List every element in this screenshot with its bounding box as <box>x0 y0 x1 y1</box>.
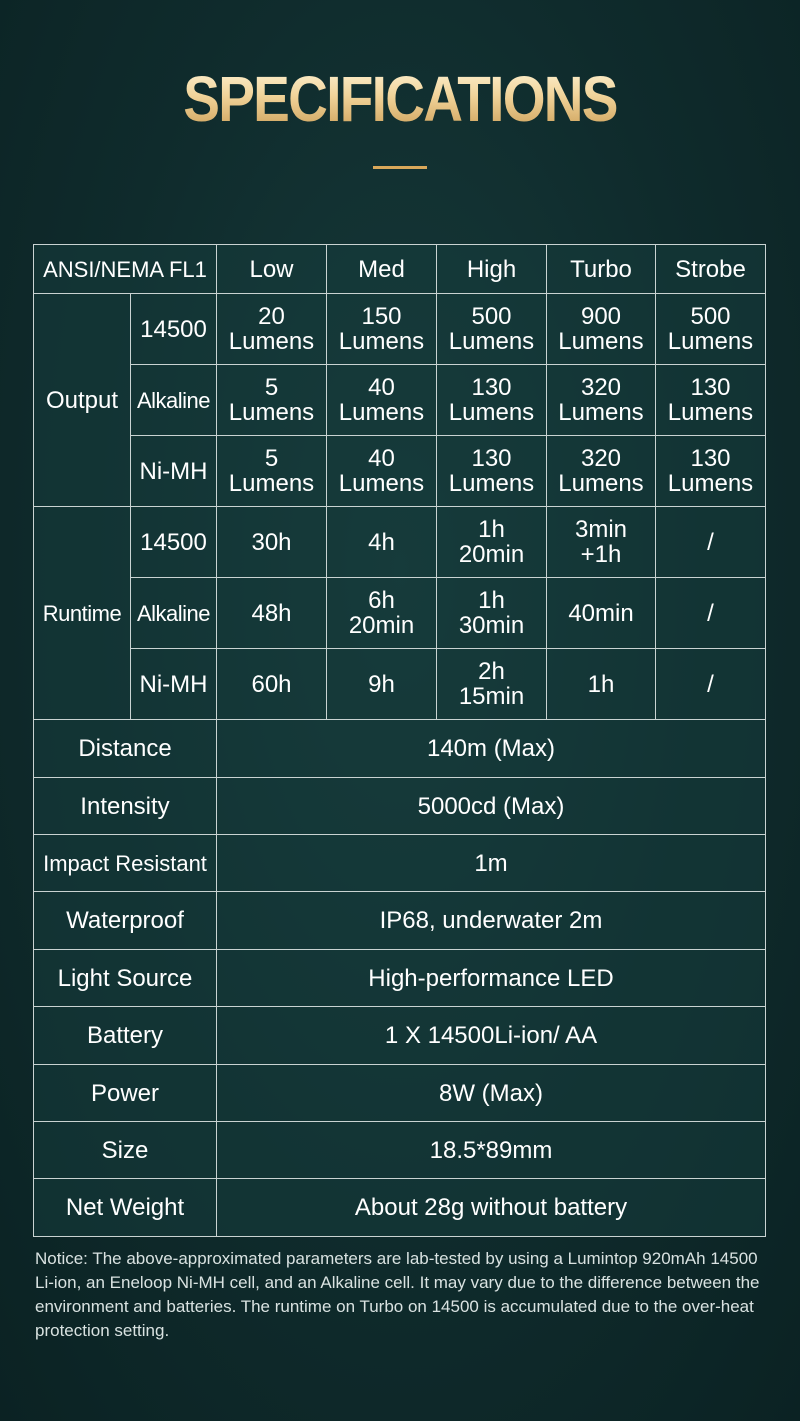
header-cell-turbo: Turbo <box>547 245 656 294</box>
battery-label: Ni-MH <box>131 649 217 720</box>
header-cell-standard: ANSI/NEMA FL1 <box>34 245 217 294</box>
runtime-cell: 2h 15min <box>437 649 547 720</box>
runtime-cell: / <box>656 507 766 578</box>
battery-label: 14500 <box>131 294 217 365</box>
spec-value: 18.5*89mm <box>217 1122 766 1179</box>
runtime-row <box>34 578 766 649</box>
spec-label: Power <box>34 1065 217 1122</box>
page-title: SPECIFICATIONS <box>56 62 744 136</box>
header-cell-high: High <box>437 245 547 294</box>
output-cell: 40 Lumens <box>327 436 437 507</box>
spec-row-light-source <box>34 950 766 1007</box>
spec-value: 1m <box>217 835 766 892</box>
spec-value: About 28g without battery <box>217 1179 766 1237</box>
output-cell: 150 Lumens <box>327 294 437 365</box>
output-row <box>34 436 766 507</box>
output-cell: 320 Lumens <box>547 365 656 436</box>
specifications-table <box>33 244 766 1237</box>
battery-label: 14500 <box>131 507 217 578</box>
spec-value: 140m (Max) <box>217 720 766 778</box>
runtime-cell: 40min <box>547 578 656 649</box>
spec-row-net-weight <box>34 1179 766 1237</box>
output-group-label: Output <box>34 294 131 507</box>
title-divider <box>373 166 427 169</box>
spec-row-intensity <box>34 778 766 835</box>
spec-value: High-performance LED <box>217 950 766 1007</box>
output-cell: 20 Lumens <box>217 294 327 365</box>
runtime-cell: 6h 20min <box>327 578 437 649</box>
runtime-cell: 60h <box>217 649 327 720</box>
output-cell: 5 Lumens <box>217 365 327 436</box>
spec-row-waterproof <box>34 892 766 950</box>
notice-text: Notice: The above-approximated parameters are lab-tested by using a Lumintop 920mAh 14500 Li-ion, an Eneloop Ni-MH cell, and an Alkaline cell. It may vary due to the difference between the environment and batteries. The runtime on Turbo on 14500 is accumulated due to the over-heat protection setting. <box>35 1249 760 1340</box>
spec-label: Waterproof <box>34 892 217 950</box>
spec-row-power <box>34 1065 766 1122</box>
spec-label: Net Weight <box>34 1179 217 1237</box>
header-row <box>34 245 766 294</box>
output-row <box>34 294 766 365</box>
runtime-cell: 4h <box>327 507 437 578</box>
output-cell: 130 Lumens <box>437 365 547 436</box>
output-row <box>34 365 766 436</box>
runtime-cell: 1h <box>547 649 656 720</box>
runtime-group-label: Runtime <box>34 507 131 720</box>
header-cell-strobe: Strobe <box>656 245 766 294</box>
output-cell: 500 Lumens <box>437 294 547 365</box>
output-cell: 900 Lumens <box>547 294 656 365</box>
spec-label: Impact Resistant <box>34 835 217 892</box>
header-cell-med: Med <box>327 245 437 294</box>
spec-row-distance <box>34 720 766 778</box>
runtime-cell: / <box>656 578 766 649</box>
spec-row-size <box>34 1122 766 1179</box>
output-cell: 130 Lumens <box>656 436 766 507</box>
spec-value: IP68, underwater 2m <box>217 892 766 950</box>
header-cell-low: Low <box>217 245 327 294</box>
battery-label: Alkaline <box>131 365 217 436</box>
runtime-row <box>34 649 766 720</box>
battery-label: Ni-MH <box>131 436 217 507</box>
runtime-cell: 1h 20min <box>437 507 547 578</box>
runtime-cell: 48h <box>217 578 327 649</box>
output-cell: 130 Lumens <box>656 365 766 436</box>
output-cell: 320 Lumens <box>547 436 656 507</box>
spec-label: Size <box>34 1122 217 1179</box>
output-cell: 500 Lumens <box>656 294 766 365</box>
spec-label: Light Source <box>34 950 217 1007</box>
output-cell: 130 Lumens <box>437 436 547 507</box>
spec-value: 5000cd (Max) <box>217 778 766 835</box>
spec-label: Battery <box>34 1007 217 1065</box>
spec-row-impact <box>34 835 766 892</box>
battery-label: Alkaline <box>131 578 217 649</box>
output-cell: 40 Lumens <box>327 365 437 436</box>
spec-label: Distance <box>34 720 217 778</box>
spec-value: 1 X 14500Li-ion/ AA <box>217 1007 766 1065</box>
spec-label: Intensity <box>34 778 217 835</box>
runtime-cell: / <box>656 649 766 720</box>
spec-row-battery <box>34 1007 766 1065</box>
runtime-cell: 9h <box>327 649 437 720</box>
runtime-row <box>34 507 766 578</box>
runtime-cell: 1h 30min <box>437 578 547 649</box>
runtime-cell: 3min +1h <box>547 507 656 578</box>
spec-value: 8W (Max) <box>217 1065 766 1122</box>
runtime-cell: 30h <box>217 507 327 578</box>
output-cell: 5 Lumens <box>217 436 327 507</box>
